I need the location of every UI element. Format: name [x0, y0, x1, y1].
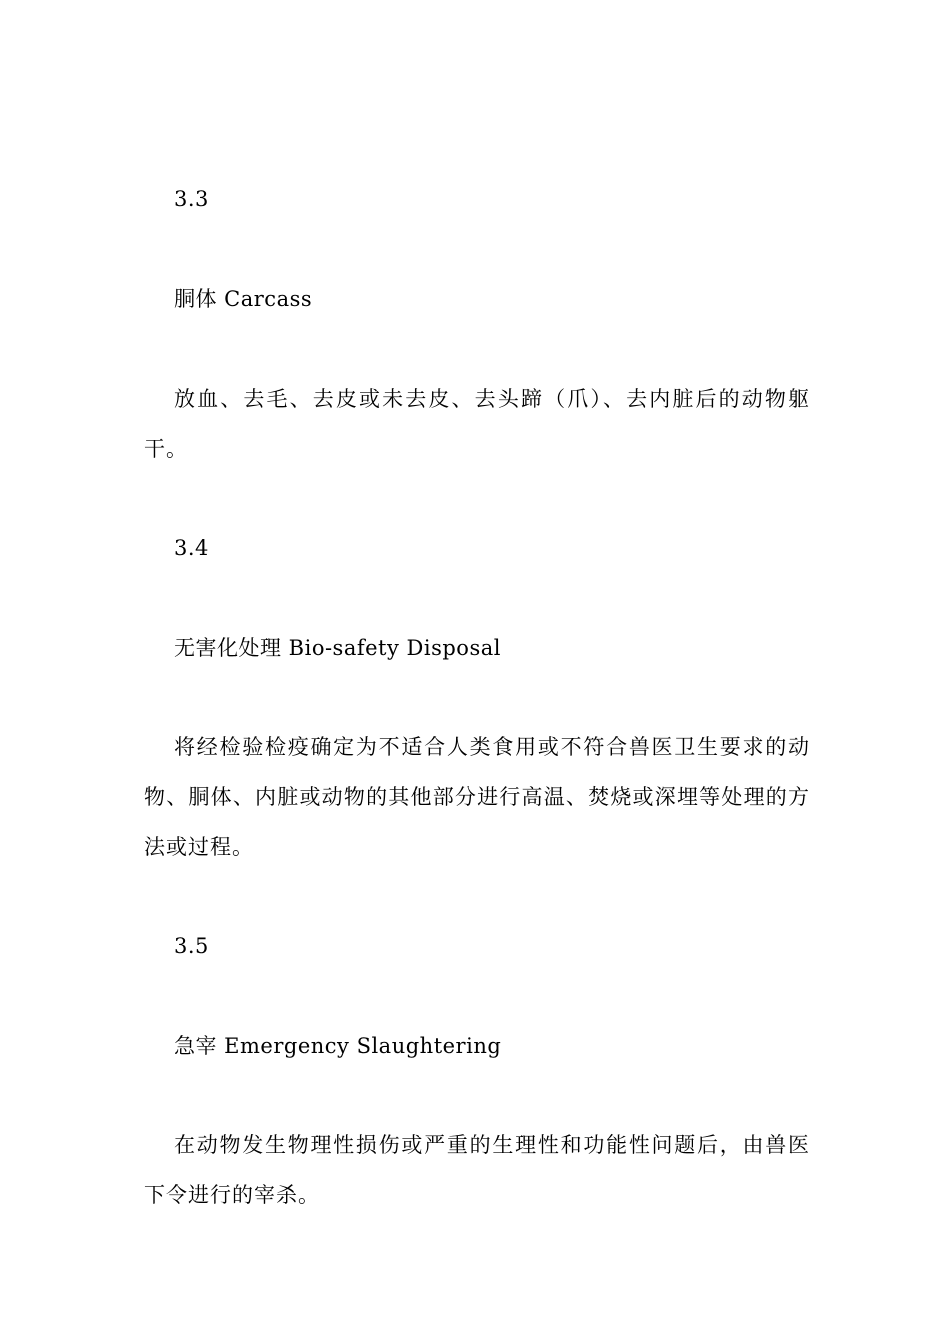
- term-heading: 无害化处理 Bio-safety Disposal: [174, 636, 501, 660]
- term-heading: 胴体 Carcass: [174, 287, 313, 311]
- section-number: 3.5: [174, 934, 209, 958]
- section-number: 3.4: [174, 536, 209, 560]
- definition-paragraph: 在动物发生物理性损伤或严重的生理性和功能性问题后，由兽医下令进行的宰杀。: [144, 1133, 810, 1207]
- definition-paragraph: 放血、去毛、去皮或未去皮、去头蹄（爪）、去内脏后的动物躯干。: [144, 387, 810, 461]
- term-heading: 急宰 Emergency Slaughtering: [174, 1034, 502, 1058]
- definition-paragraph: 将经检验检疫确定为不适合人类食用或不符合兽医卫生要求的动物、胴体、内脏或动物的其他部分进行高温、焚烧或深埋等处理的方法或过程。: [144, 735, 810, 859]
- section-number: 3.3: [174, 187, 209, 211]
